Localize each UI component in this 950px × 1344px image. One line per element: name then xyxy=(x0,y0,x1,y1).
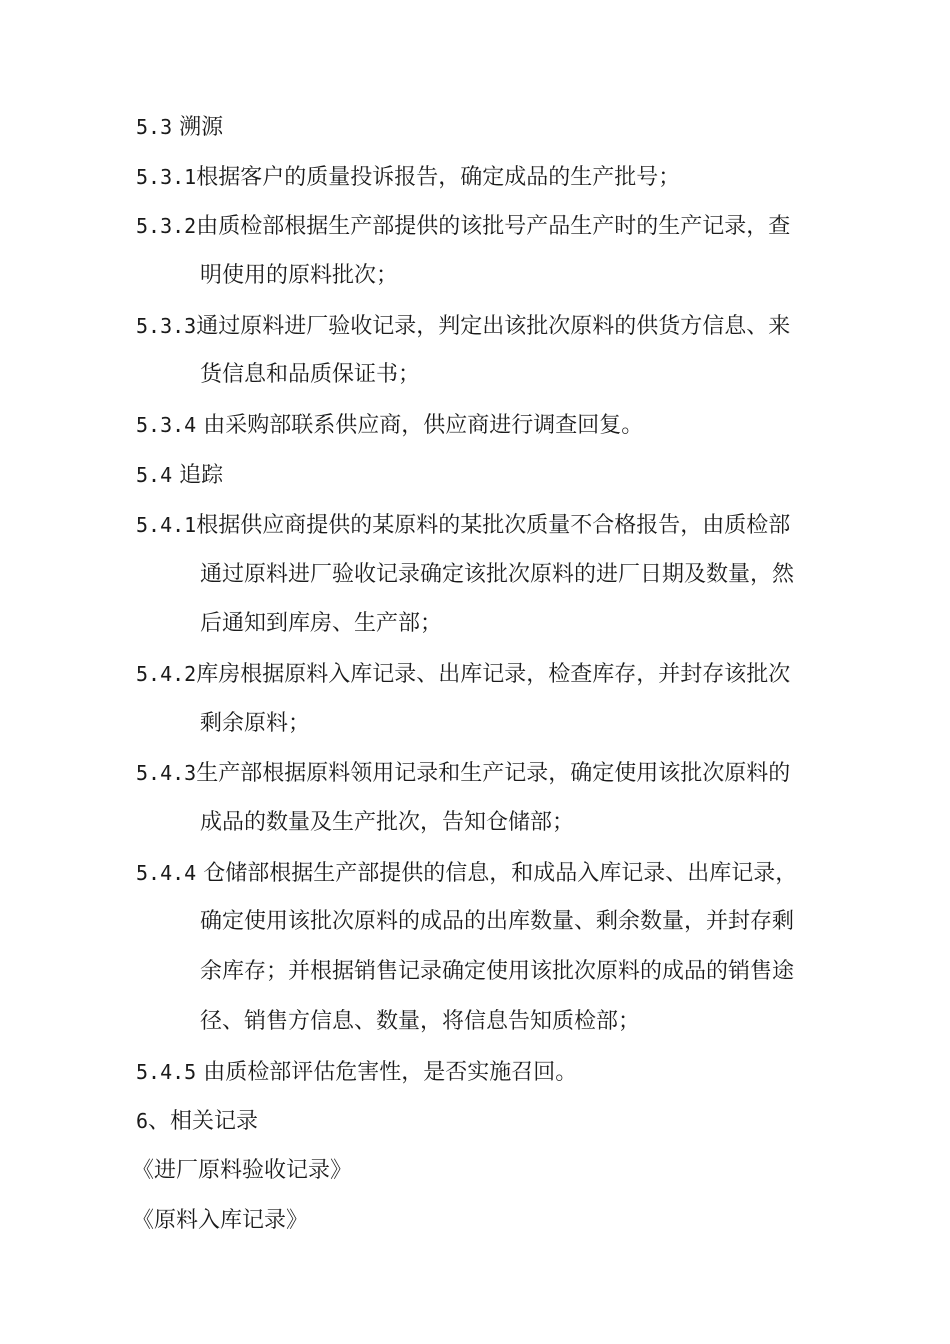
item-5-4-4-continued xyxy=(200,1007,640,1037)
item-text: 由采购部联系供应商，供应商进行调查回复。 xyxy=(203,413,644,438)
section-number: 5.4 xyxy=(136,463,173,487)
item-text: 径、销售方信息、数量，将信息告知质检部； xyxy=(200,1009,641,1034)
item-number: 5.3.3 xyxy=(136,314,197,338)
item-text: 明使用的原料批次； xyxy=(200,263,399,288)
item-text: 由质检部评估危害性，是否实施召回。 xyxy=(203,1060,578,1085)
item-number: 5.3.2 xyxy=(136,214,197,238)
item-5-3-4 xyxy=(136,410,643,440)
item-5-4-3 xyxy=(136,758,790,788)
item-text: 根据客户的质量投诉报告，确定成品的生产批号； xyxy=(196,165,681,190)
item-number: 5.4.2 xyxy=(136,662,197,686)
section-number: 6 xyxy=(136,1109,149,1133)
item-number: 5.4.1 xyxy=(136,513,197,537)
section-title: 追踪 xyxy=(179,463,224,488)
section-title: 溯源 xyxy=(179,115,224,140)
item-number: 5.4.5 xyxy=(136,1060,197,1084)
record-name: 《进厂原料验收记录》 xyxy=(132,1158,353,1183)
item-text: 确定使用该批次原料的成品的出库数量、剩余数量，并封存剩 xyxy=(200,909,795,934)
item-text: 通过原料进厂验收记录确定该批次原料的进厂日期及数量，然 xyxy=(200,562,795,587)
item-number: 5.3.4 xyxy=(136,413,197,437)
item-number: 5.4.4 xyxy=(136,861,197,885)
item-text: 仓储部根据生产部提供的信息，和成品入库记录、出库记录， xyxy=(203,861,798,886)
item-text: 由质检部根据生产部提供的该批号产品生产时的生产记录，查 xyxy=(196,214,791,239)
item-text: 剩余原料； xyxy=(200,711,311,736)
item-text: 根据供应商提供的某原料的某批次质量不合格报告，由质检部 xyxy=(196,513,791,538)
item-text: 余库存；并根据销售记录确定使用该批次原料的成品的销售途 xyxy=(200,959,795,984)
item-5-3-2 xyxy=(136,211,790,241)
item-text: 成品的数量及生产批次，告知仓储部； xyxy=(200,810,575,835)
item-5-4-4-continued xyxy=(200,907,794,937)
item-5-4-1-continued xyxy=(200,609,442,639)
section-title: 、相关记录 xyxy=(148,1109,259,1134)
item-5-4-5 xyxy=(136,1057,577,1087)
item-text: 生产部根据原料领用记录和生产记录，确定使用该批次原料的 xyxy=(196,761,791,786)
section-5-4-heading xyxy=(136,460,223,490)
item-5-4-3-continued xyxy=(200,808,574,838)
item-5-3-1 xyxy=(136,162,680,192)
record-title xyxy=(132,1156,352,1186)
section-6-heading xyxy=(136,1106,258,1136)
item-number: 5.4.3 xyxy=(136,761,197,785)
item-5-4-2 xyxy=(136,659,790,689)
section-number: 5.3 xyxy=(136,115,173,139)
item-5-4-1 xyxy=(136,510,790,540)
item-5-4-4 xyxy=(136,858,797,888)
item-5-3-3-continued xyxy=(200,360,420,390)
item-text: 库房根据原料入库记录、出库记录，检查库存，并封存该批次 xyxy=(196,662,791,687)
item-text: 货信息和品质保证书； xyxy=(200,362,421,387)
item-text: 后通知到库房、生产部； xyxy=(200,611,443,636)
section-5-3-heading xyxy=(136,112,223,142)
item-text: 通过原料进厂验收记录，判定出该批次原料的供货方信息、来 xyxy=(196,314,791,339)
item-5-4-2-continued xyxy=(200,709,310,739)
item-5-4-1-continued xyxy=(200,560,794,590)
item-number: 5.3.1 xyxy=(136,165,197,189)
item-5-4-4-continued xyxy=(200,957,794,987)
item-5-3-3 xyxy=(136,311,790,341)
record-name: 《原料入库记录》 xyxy=(132,1208,309,1233)
record-title xyxy=(132,1206,308,1236)
item-5-3-2-continued xyxy=(200,261,398,291)
